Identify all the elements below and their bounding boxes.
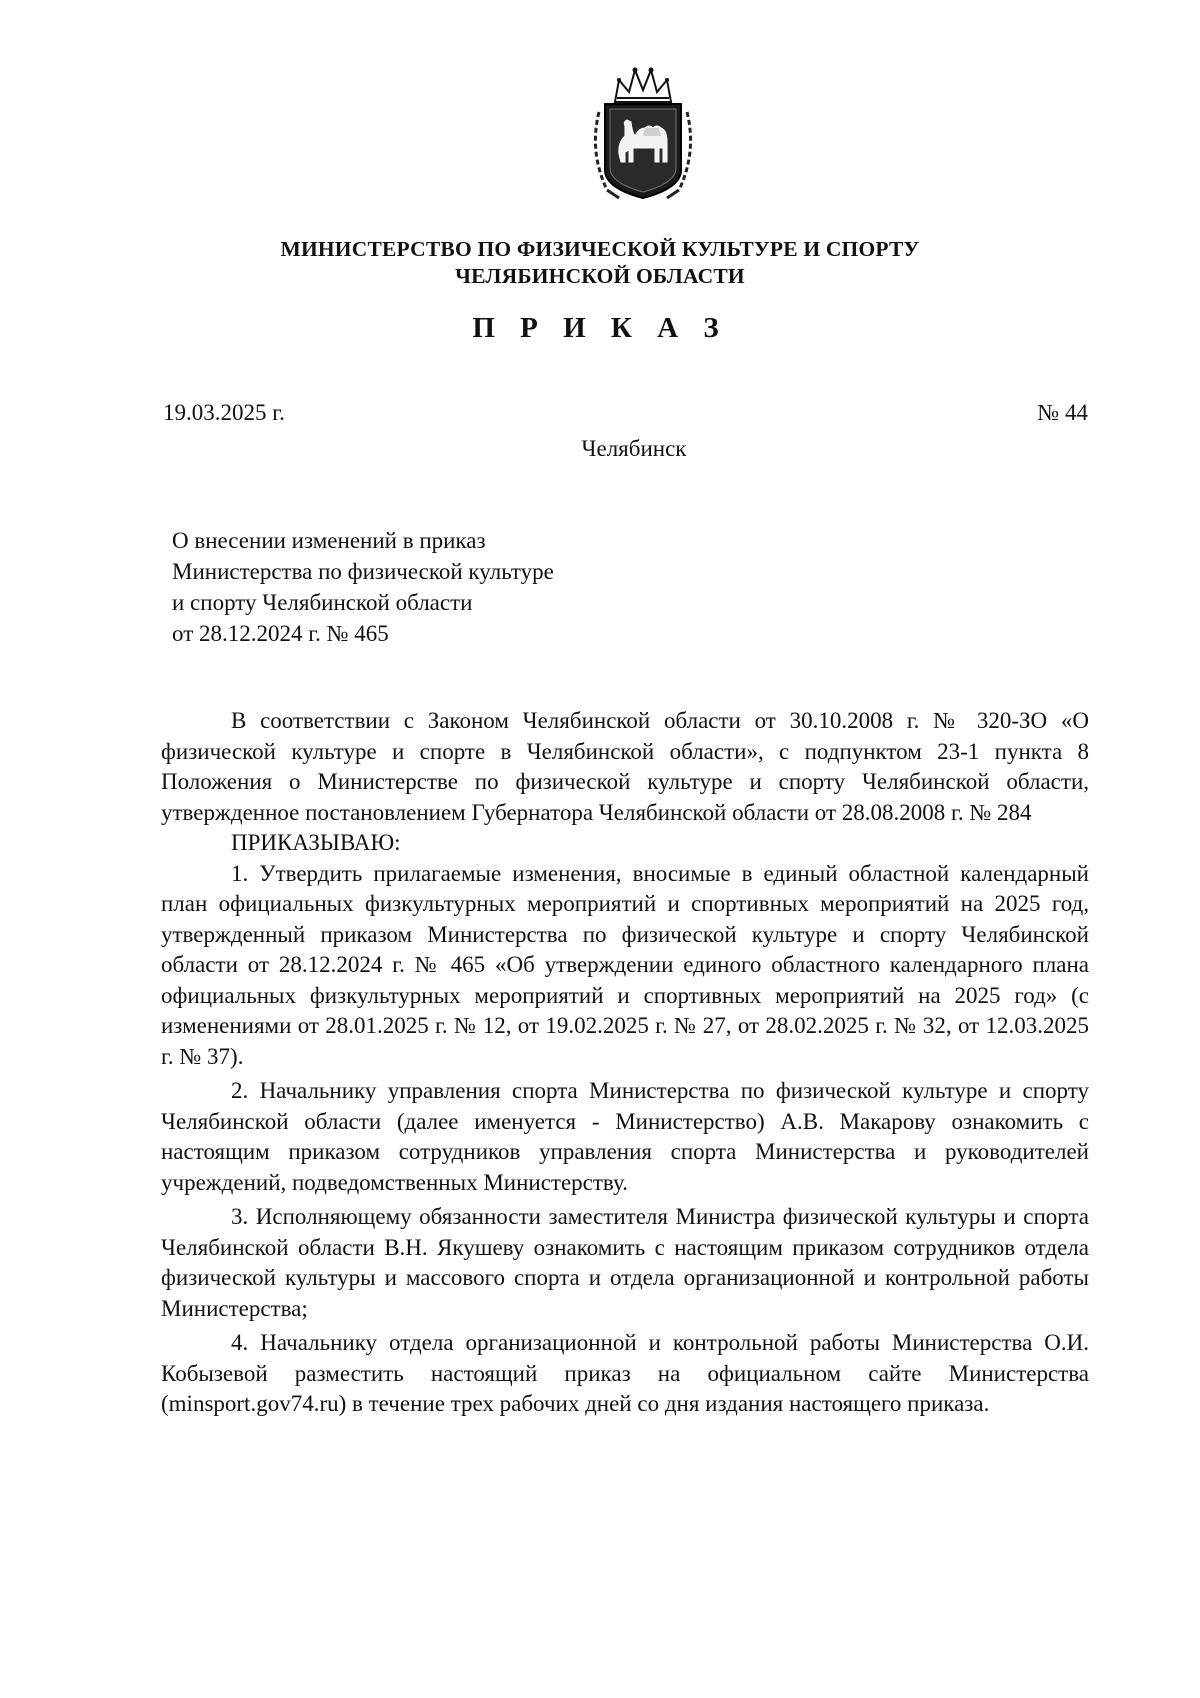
ministry-name-line-2: ЧЕЛЯБИНСКОЙ ОБЛАСТИ	[455, 264, 745, 288]
subject-line: и спорту Челябинской области	[172, 590, 473, 615]
order-body	[161, 706, 1089, 1420]
chelyabinsk-coat-of-arms-icon	[585, 62, 701, 204]
ministry-name-line-1: МИНИСТЕРСТВО ПО ФИЗИЧЕСКОЙ КУЛЬТУРЕ И СПОРТУ	[280, 237, 920, 261]
order-item-4: 4. Начальнику отдела организационной и контрольной работы Министерства О.И. Кобызевой разместить настоящий приказ на официальном сайте Министерства (minsport.gov74.ru) в течение трех рабочих дней со дня издания настоящего приказа.	[161, 1330, 1089, 1416]
order-date: 19.03.2025 г.	[163, 400, 285, 425]
order-item-3: 3. Исполняющему обязанности заместителя Министра физической культуры и спорта Челябинской области В.Н. Якушеву ознакомить с настоящим приказом сотрудников отдела физической культуры и массового спорта и отдела организационной и контрольной работы Министерства;	[161, 1204, 1089, 1321]
document-type-title: П Р И К А З	[472, 312, 728, 344]
preamble-paragraph: В соответствии с Законом Челябинской области от 30.10.2008 г. № 320-ЗО «О физической культуре и спорте в Челябинской области», с подпунктом 23-1 пункта 8 Положения о Министерстве по физической культуре и спорту Челябинской области, утвержденное постановлением Губернатора Челябинской области от 28.08.2008 г. № 284	[161, 708, 1089, 825]
order-keyword: ПРИКАЗЫВАЮ:	[231, 830, 401, 855]
subject-line: О внесении изменений в приказ	[172, 528, 486, 553]
order-item-2: 2. Начальнику управления спорта Министерства по физической культуре и спорту Челябинской области (далее именуется - Министерство) А.В. Макарову ознакомить с настоящим приказом сотрудников управления спорта Министерства и руководителей учреждений, подведомственных Министерству.	[161, 1078, 1089, 1195]
subject-line: от 28.12.2024 г. № 465	[172, 621, 389, 646]
order-item-1: 1. Утвердить прилагаемые изменения, вносимые в единый областной календарный план официальных физкультурных мероприятий и спортивных мероприятий на 2025 год, утвержденный приказом Министерства по физической культуре и спорту Челябинской области от 28.12.2024 г. № 465 «Об утверждении единого областного календарного плана официальных физкультурных мероприятий и спортивных мероприятий на 2025 год» (с изменениями от 28.01.2025 г. № 12, от 19.02.2025 г. № 27, от 28.02.2025 г. № 32, от 12.03.2025 г. № 37).	[161, 860, 1089, 1069]
order-number: № 44	[1037, 400, 1088, 425]
subject-line: Министерства по физической культуре	[172, 559, 554, 584]
order-city: Челябинск	[581, 436, 687, 461]
order-subject	[172, 525, 554, 649]
